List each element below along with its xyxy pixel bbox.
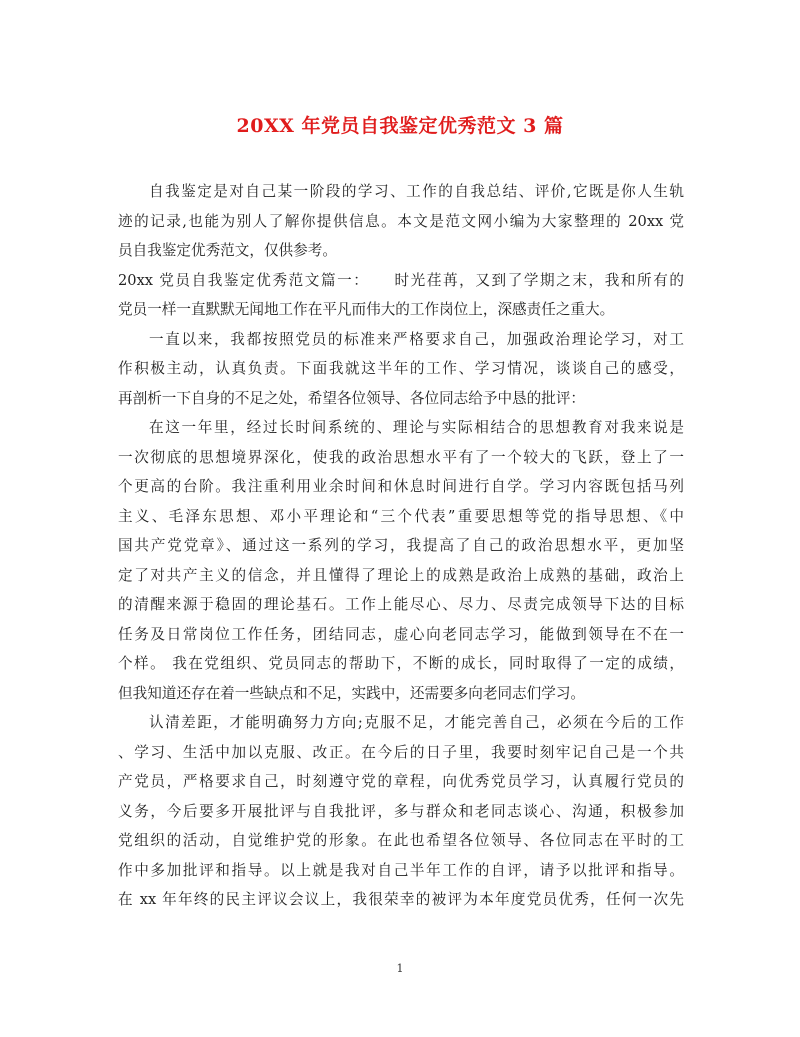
- text-line: 但我知道还存在着一些缺点和不足，实践中，还需要多向老同志们学习。: [118, 684, 586, 702]
- text-line: 20xx 党员自我鉴定优秀范文篇一： 时光荏苒，又到了学期之末，我和所有的: [118, 271, 684, 289]
- text-line: 一直以来，我都按照党员的标准来严格要求自己，加强政治理论学习，对工: [149, 330, 684, 348]
- text-line: 迹的记录,也能为别人了解你提供信息。本文是范文网小编为大家整理的 20xx 党: [118, 212, 684, 230]
- page-number: 1: [396, 962, 404, 975]
- text-line: 作中多加批评和指导。以上就是我对自己半年工作的自评，请予以批评和指导。: [118, 861, 684, 879]
- text-line: 个更高的台阶。我注重利用业余时间和休息时间进行自学。学习内容既包括马列: [118, 478, 684, 495]
- text-line: 一次彻底的思想境界深化，使我的政治思想水平有了一个较大的飞跃，登上了一: [118, 448, 684, 466]
- text-line: 员自我鉴定优秀范文，仅供参考。: [118, 242, 337, 259]
- text-line: 再剖析一下自身的不足之处，希望各位领导、各位同志给予中恳的批评：: [118, 389, 586, 407]
- text-line: 作积极主动，认真负责。下面我就这半年的工作、学习情况，谈谈自己的感受，: [118, 360, 684, 377]
- text-line: 党员一样一直默默无闻地工作在平凡而伟大的工作岗位上，深感责任之重大。: [118, 301, 615, 318]
- text-line: 党组织的活动，自觉维护党的形象。在此也希望各位领导、各位同志在平时的工: [118, 832, 684, 849]
- text-line: 产党员，严格要求自己，时刻遵守党的章程，向优秀党员学习，认真履行党员的: [118, 773, 684, 790]
- text-line: 的清醒来源于稳固的理论基石。工作上能尽心、尽力、尽责完成领导下达的目标: [118, 596, 684, 613]
- document-body: [118, 177, 684, 915]
- text-line: 任务及日常岗位工作任务，团结同志，虚心向老同志学习，能做到领导在不在一: [118, 625, 684, 643]
- text-line: 认清差距，才能明确努力方向;克服不足，才能完善自己，必须在今后的工作: [149, 714, 684, 731]
- text-line: 、学习、生活中加以克服、改正。在今后的日子里，我要时刻牢记自己是一个共: [118, 743, 684, 761]
- text-line: 国共产党党章》、通过这一系列的学习，我提高了自己的政治思想水平，更加坚: [118, 537, 684, 554]
- text-line: 在 xx 年年终的民主评议会议上，我很荣幸的被评为本年度党员优秀，任何一次先: [118, 891, 684, 908]
- text-line: 个样。 我在党组织、党员同志的帮助下，不断的成长，同时取得了一定的成绩，: [118, 655, 684, 672]
- text-line: 在这一年里，经过长时间系统的、理论与实际相结合的思想教育对我来说是: [149, 419, 684, 436]
- text-line: 定了对共产主义的信念，并且懂得了理论上的成熟是政治上成熟的基础，政治上: [118, 566, 684, 584]
- text-line: 义务，今后要多开展批评与自我批评，多与群众和老同志谈心、沟通，积极参加: [118, 802, 684, 820]
- text-line: 主义、毛泽东思想、邓小平理论和“三个代表”重要思想等党的指导思想、《中: [118, 507, 684, 525]
- text-line: 自我鉴定是对自己某一阶段的学习、工作的自我总结、评价,它既是你人生轨: [149, 183, 684, 200]
- document-title: 20XX 年党员自我鉴定优秀范文 3 篇: [236, 115, 564, 137]
